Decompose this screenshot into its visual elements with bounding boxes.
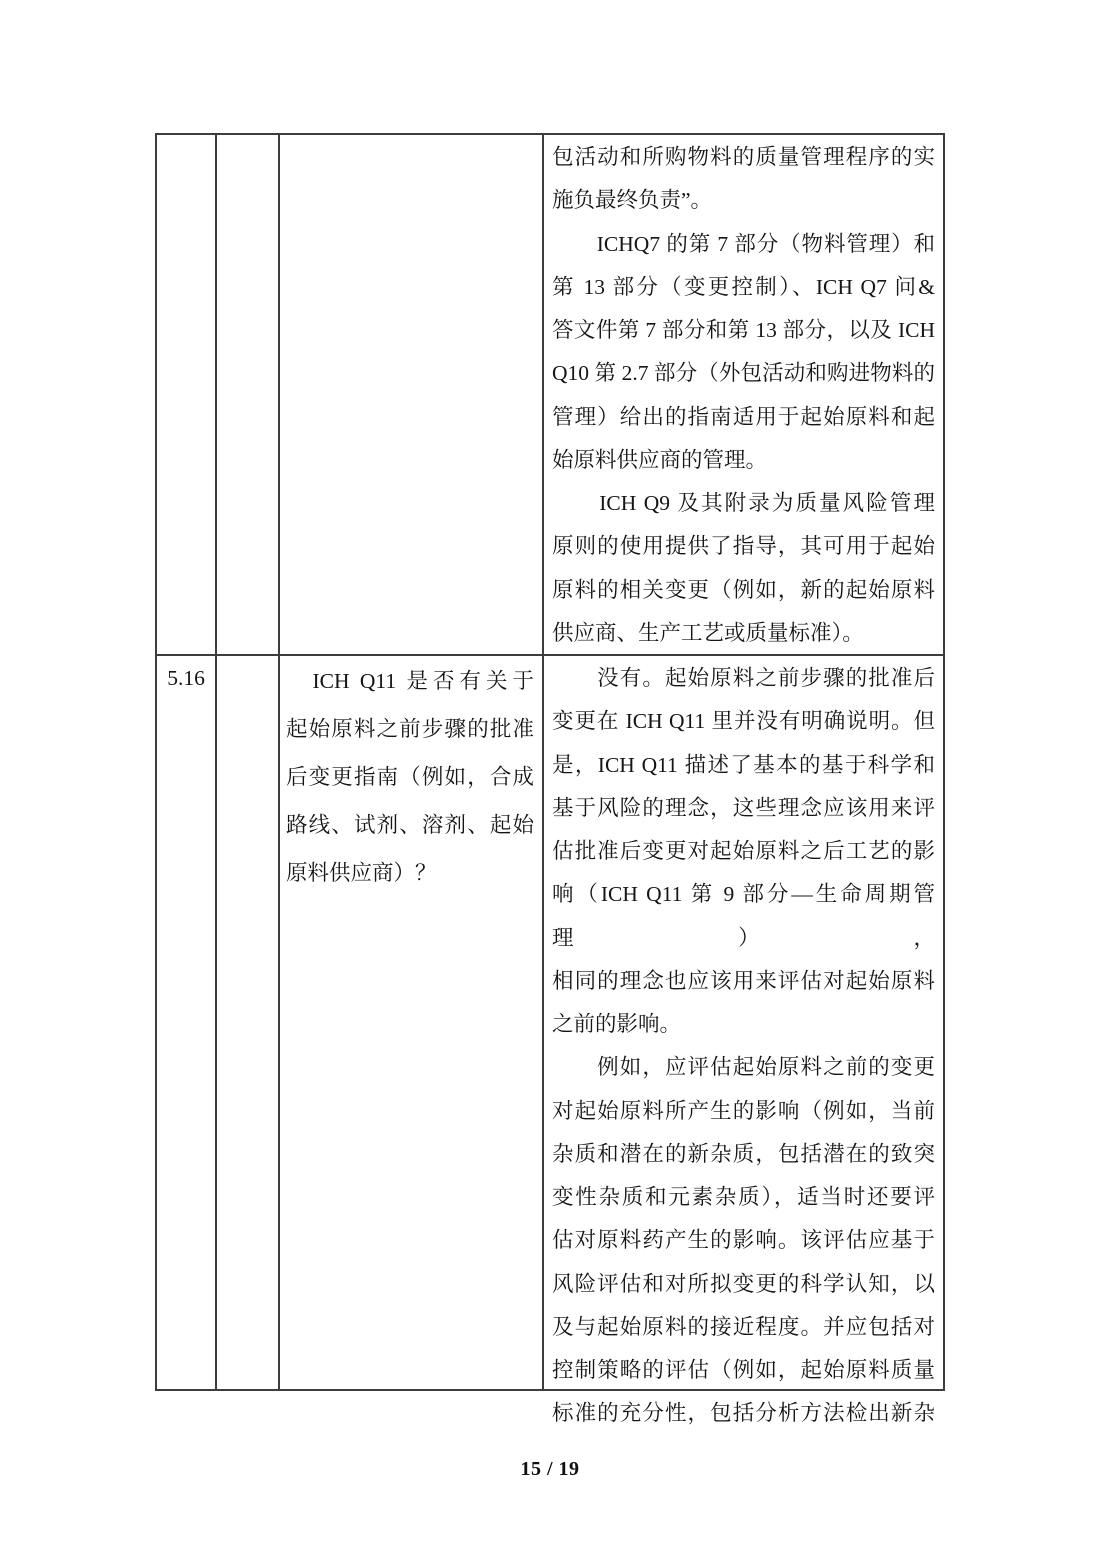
answer-cell bbox=[544, 656, 943, 1426]
text-line: 后变更指南（例如，合成 bbox=[286, 765, 534, 789]
answer-paragraph bbox=[552, 136, 935, 223]
page-number: 15 / 19 bbox=[520, 1458, 580, 1480]
row-number-cell bbox=[157, 656, 217, 1389]
table-row bbox=[157, 654, 943, 1426]
text-line: 起始原料之前步骤的批准 bbox=[286, 717, 534, 741]
qa-table bbox=[155, 133, 945, 1426]
text-line: 变更在 ICH Q11 里并没有明确说明。但 bbox=[552, 709, 935, 734]
text-line: 是，ICH Q11 描述了基本的基于科学和 bbox=[552, 752, 935, 777]
text-line: 没有。起始原料之前步骤的批准后 bbox=[552, 666, 935, 690]
question-paragraph bbox=[286, 657, 534, 897]
row-number-cell bbox=[157, 135, 217, 654]
text-line: 对起始原料所产生的影响（例如，当前 bbox=[552, 1098, 935, 1123]
text-line: 始原料供应商的管理。 bbox=[552, 447, 768, 472]
answer-cell bbox=[544, 135, 943, 654]
text-line: 估批准后变更对起始原料之后工艺的影 bbox=[552, 839, 935, 863]
text-line: 原则的使用提供了指导，其可用于起始 bbox=[552, 534, 935, 559]
text-line: 路线、试剂、溶剂、起始 bbox=[286, 813, 534, 837]
text-line: 风险评估和对所拟变更的科学认知，以 bbox=[552, 1271, 935, 1296]
spacer-cell bbox=[217, 135, 280, 654]
question-cell bbox=[280, 656, 544, 1389]
text-line: ICH Q9 及其附录为质量风险管理 bbox=[552, 491, 935, 515]
table-row bbox=[157, 135, 943, 654]
text-line: 管理）给出的指南适用于起始原料和起 bbox=[552, 404, 935, 429]
text-line: 相同的理念也应该用来评估对起始原料 bbox=[552, 968, 935, 993]
answer-paragraph bbox=[552, 223, 935, 483]
text-line: 变性杂质和元素杂质），适当时还要评 bbox=[552, 1185, 935, 1209]
text-line: 估对原料药产生的影响。该评估应基于 bbox=[552, 1228, 935, 1253]
text-line: 及与起始原料的接近程度。并应包括对 bbox=[552, 1314, 935, 1339]
text-line: 控制策略的评估（例如，起始原料质量 bbox=[552, 1358, 935, 1382]
text-line: 包活动和所购物料的质量管理程序的实 bbox=[552, 145, 935, 169]
text-line: 基于风险的理念，这些理念应该用来评 bbox=[552, 795, 935, 820]
text-line: 原料供应商）？ bbox=[286, 861, 437, 885]
text-line: 例如，应评估起始原料之前的变更 bbox=[552, 1055, 935, 1080]
answer-paragraph bbox=[552, 657, 935, 1046]
text-line: 施负最终负责”。 bbox=[552, 188, 713, 213]
answer-paragraph bbox=[552, 482, 935, 655]
text-line: 杂质和潜在的新杂质，包括潜在的致突 bbox=[552, 1141, 935, 1166]
text-line: 原料的相关变更（例如，新的起始原料 bbox=[552, 577, 935, 602]
question-cell bbox=[280, 135, 544, 654]
text-line: 之前的影响。 bbox=[552, 1012, 682, 1036]
text-line: 第 13 部分（变更控制）、ICH Q7 问& bbox=[552, 274, 935, 299]
text-line: ICHQ7 的第 7 部分（物料管理）和 bbox=[552, 231, 935, 256]
text-line: 标准的充分性，包括分析方法检出新杂 bbox=[552, 1401, 935, 1426]
text-line: Q10 第 2.7 部分（外包活动和购进物料的 bbox=[552, 361, 935, 386]
text-line: 答文件第 7 部分和第 13 部分，以及 ICH bbox=[552, 318, 935, 342]
text-line: ICH Q11 是否有关于 bbox=[286, 669, 534, 693]
text-line: 响（ICH Q11 第 9 部分—生命周期管理）， bbox=[552, 882, 935, 950]
spacer-cell bbox=[217, 656, 280, 1389]
text-line: 供应商、生产工艺或质量标准）。 bbox=[552, 620, 864, 645]
answer-paragraph bbox=[552, 1046, 935, 1435]
row-number: 5.16 bbox=[167, 666, 205, 690]
